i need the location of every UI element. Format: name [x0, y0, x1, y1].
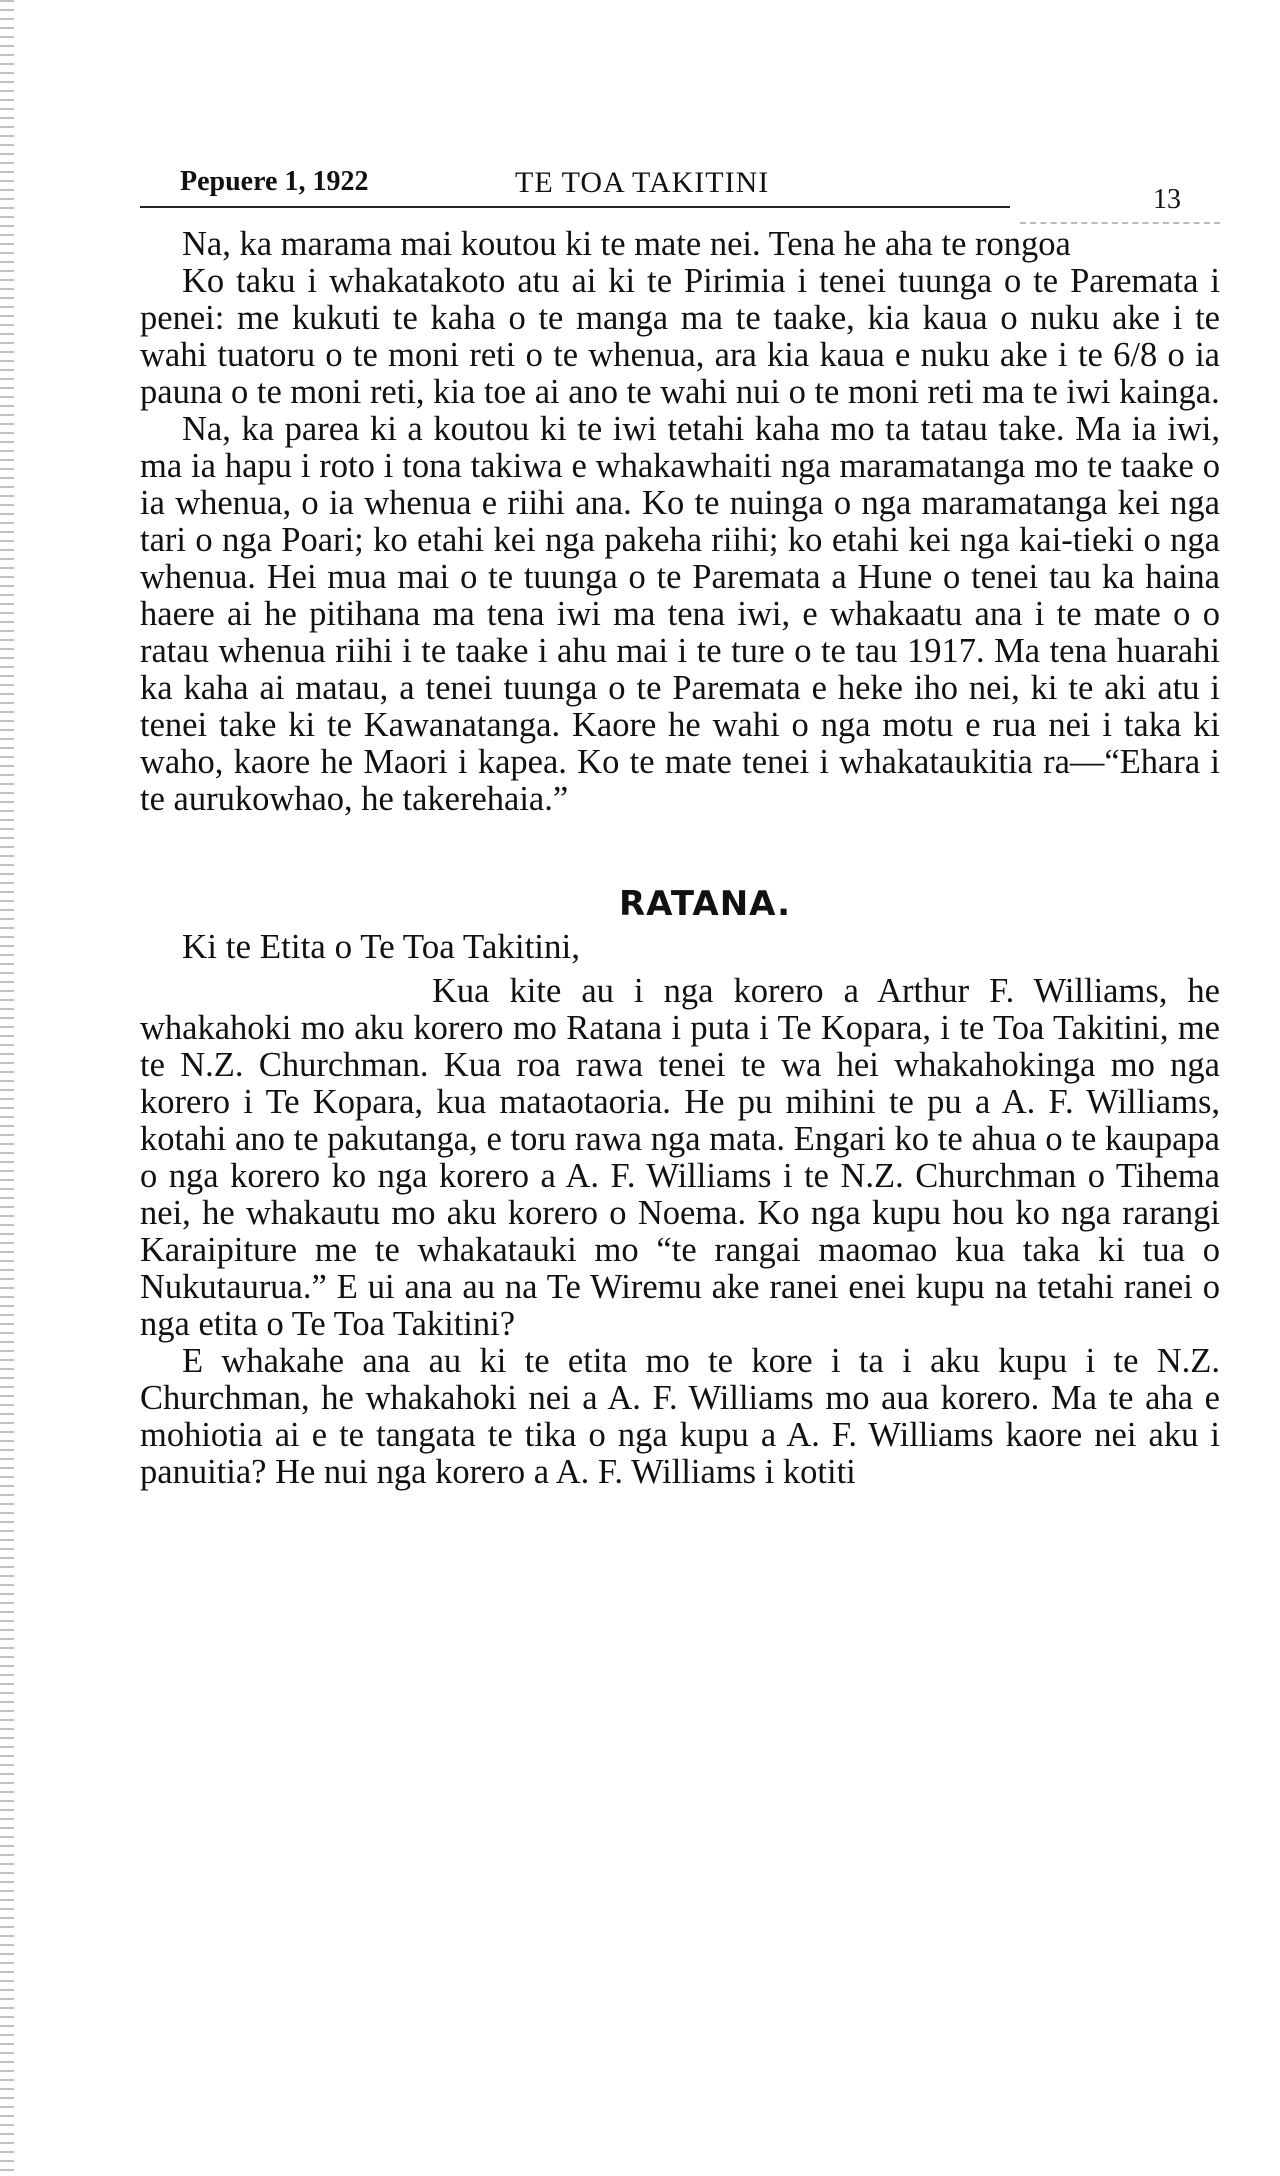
letter-paragraph: E whakahe ana au ki te etita mo te kore i ta i aku kupu i te N.Z. Churchman, he whakahoki nei a A. F. Williams mo aua korero. Ma te aha e mohiotia ai e te tangata te tika o nga kupu a A. F. Williams kaore nei aku i panuitia? He nui nga korero a A. F. Williams i kotiti [140, 1342, 1220, 1491]
letter-paragraph: Kua kite au i nga korero a Arthur F. Williams, he whakahoki mo aku korero mo Ratana i puta i Te Kopara, i te Toa Takitini, me te N.Z. Churchman. Kua roa rawa tenei te wa hei whakahokinga mo nga korero i Te Kopara, kua mataotaoria. He pu mihini te pu a A. F. Williams, kotahi ano te pakutanga, e toru rawa nga mata. Engari ko te ahua o te kaupapa o nga korero ko nga korero a A. F. Williams i te N.Z. Churchman o Tihema nei, he whakautu mo aku korero o Noema. Ko nga kupu hou ko nga rarangi Karaipiture me te whakatauki mo “te rangai maomao kua taka ki tua o Nukutaurua.” E ui ana au na Te Wiremu ake ranei enei kupu na tetahi ranei o nga etita o Te Toa Takitini? [140, 972, 1220, 1343]
header-rule-extension [1020, 222, 1220, 224]
page-number: 13 [1153, 184, 1181, 215]
header-publication-title: TE TOA TAKITINI [515, 166, 770, 199]
article-body [140, 226, 1220, 1491]
page-edge-scan-marks [0, 0, 14, 2176]
newspaper-page [140, 150, 1220, 1491]
paragraph: Na, ka parea ki a koutou ki te iwi tetahi kaha mo ta tatau take. Ma ia iwi, ma ia hapu i roto i tona takiwa e whakawhaiti nga maramatanga mo te taake o ia whenua, o ia whenua e riihi ana. Ko te nuinga o nga maramatanga kei nga tari o nga Poari; ko etahi kei nga pakeha riihi; ko etahi kei nga kai-tieki o nga whenua. Hei mua mai o te tuunga o te Paremata a Hune o tenei tau ka haina haere ai he pitihana ma tena iwi ma tena iwi, e whakaatu ana i te mate o o ratau whenua riihi i te taake i ahu mai i te ture o te tau 1917. Ma tena huarahi ka kaha ai matau, a tenei tuunga o te Paremata e heke iho nei, ki te aki atu i tenei take ki te Kawanatanga. Kaore he wahi o nga motu e rua nei i taka ki waho, kaore he Maori i kapea. Ko te mate tenei i whakataukitia ra—“Ehara i te aurukowhao, he takerehaia.” [140, 410, 1220, 818]
header-date: Pepuere 1, 1922 [180, 166, 369, 197]
letter-salutation: Ki te Etita o Te Toa Takitini, [182, 927, 581, 966]
letter-body [140, 973, 1220, 1491]
paragraph: Na, ka marama mai koutou ki te mate nei. Tena he aha te rongoa [182, 225, 1071, 263]
running-header [140, 150, 1181, 215]
paragraph: Ko taku i whakatakoto atu ai ki te Pirimia i tenei tuunga o te Paremata i penei: me kukuti te kaha o te manga ma te taake, kia kaua o nuku ake i te wahi tuatoru o te moni reti o te whenua, ara kia kaua e nuku ake i te 6/8 o ia pauna o te moni reti, kia toe ai ano te wahi nui o te moni reti ma te iwi kainga. [140, 262, 1220, 411]
section-heading: RATANA. [618, 884, 792, 924]
